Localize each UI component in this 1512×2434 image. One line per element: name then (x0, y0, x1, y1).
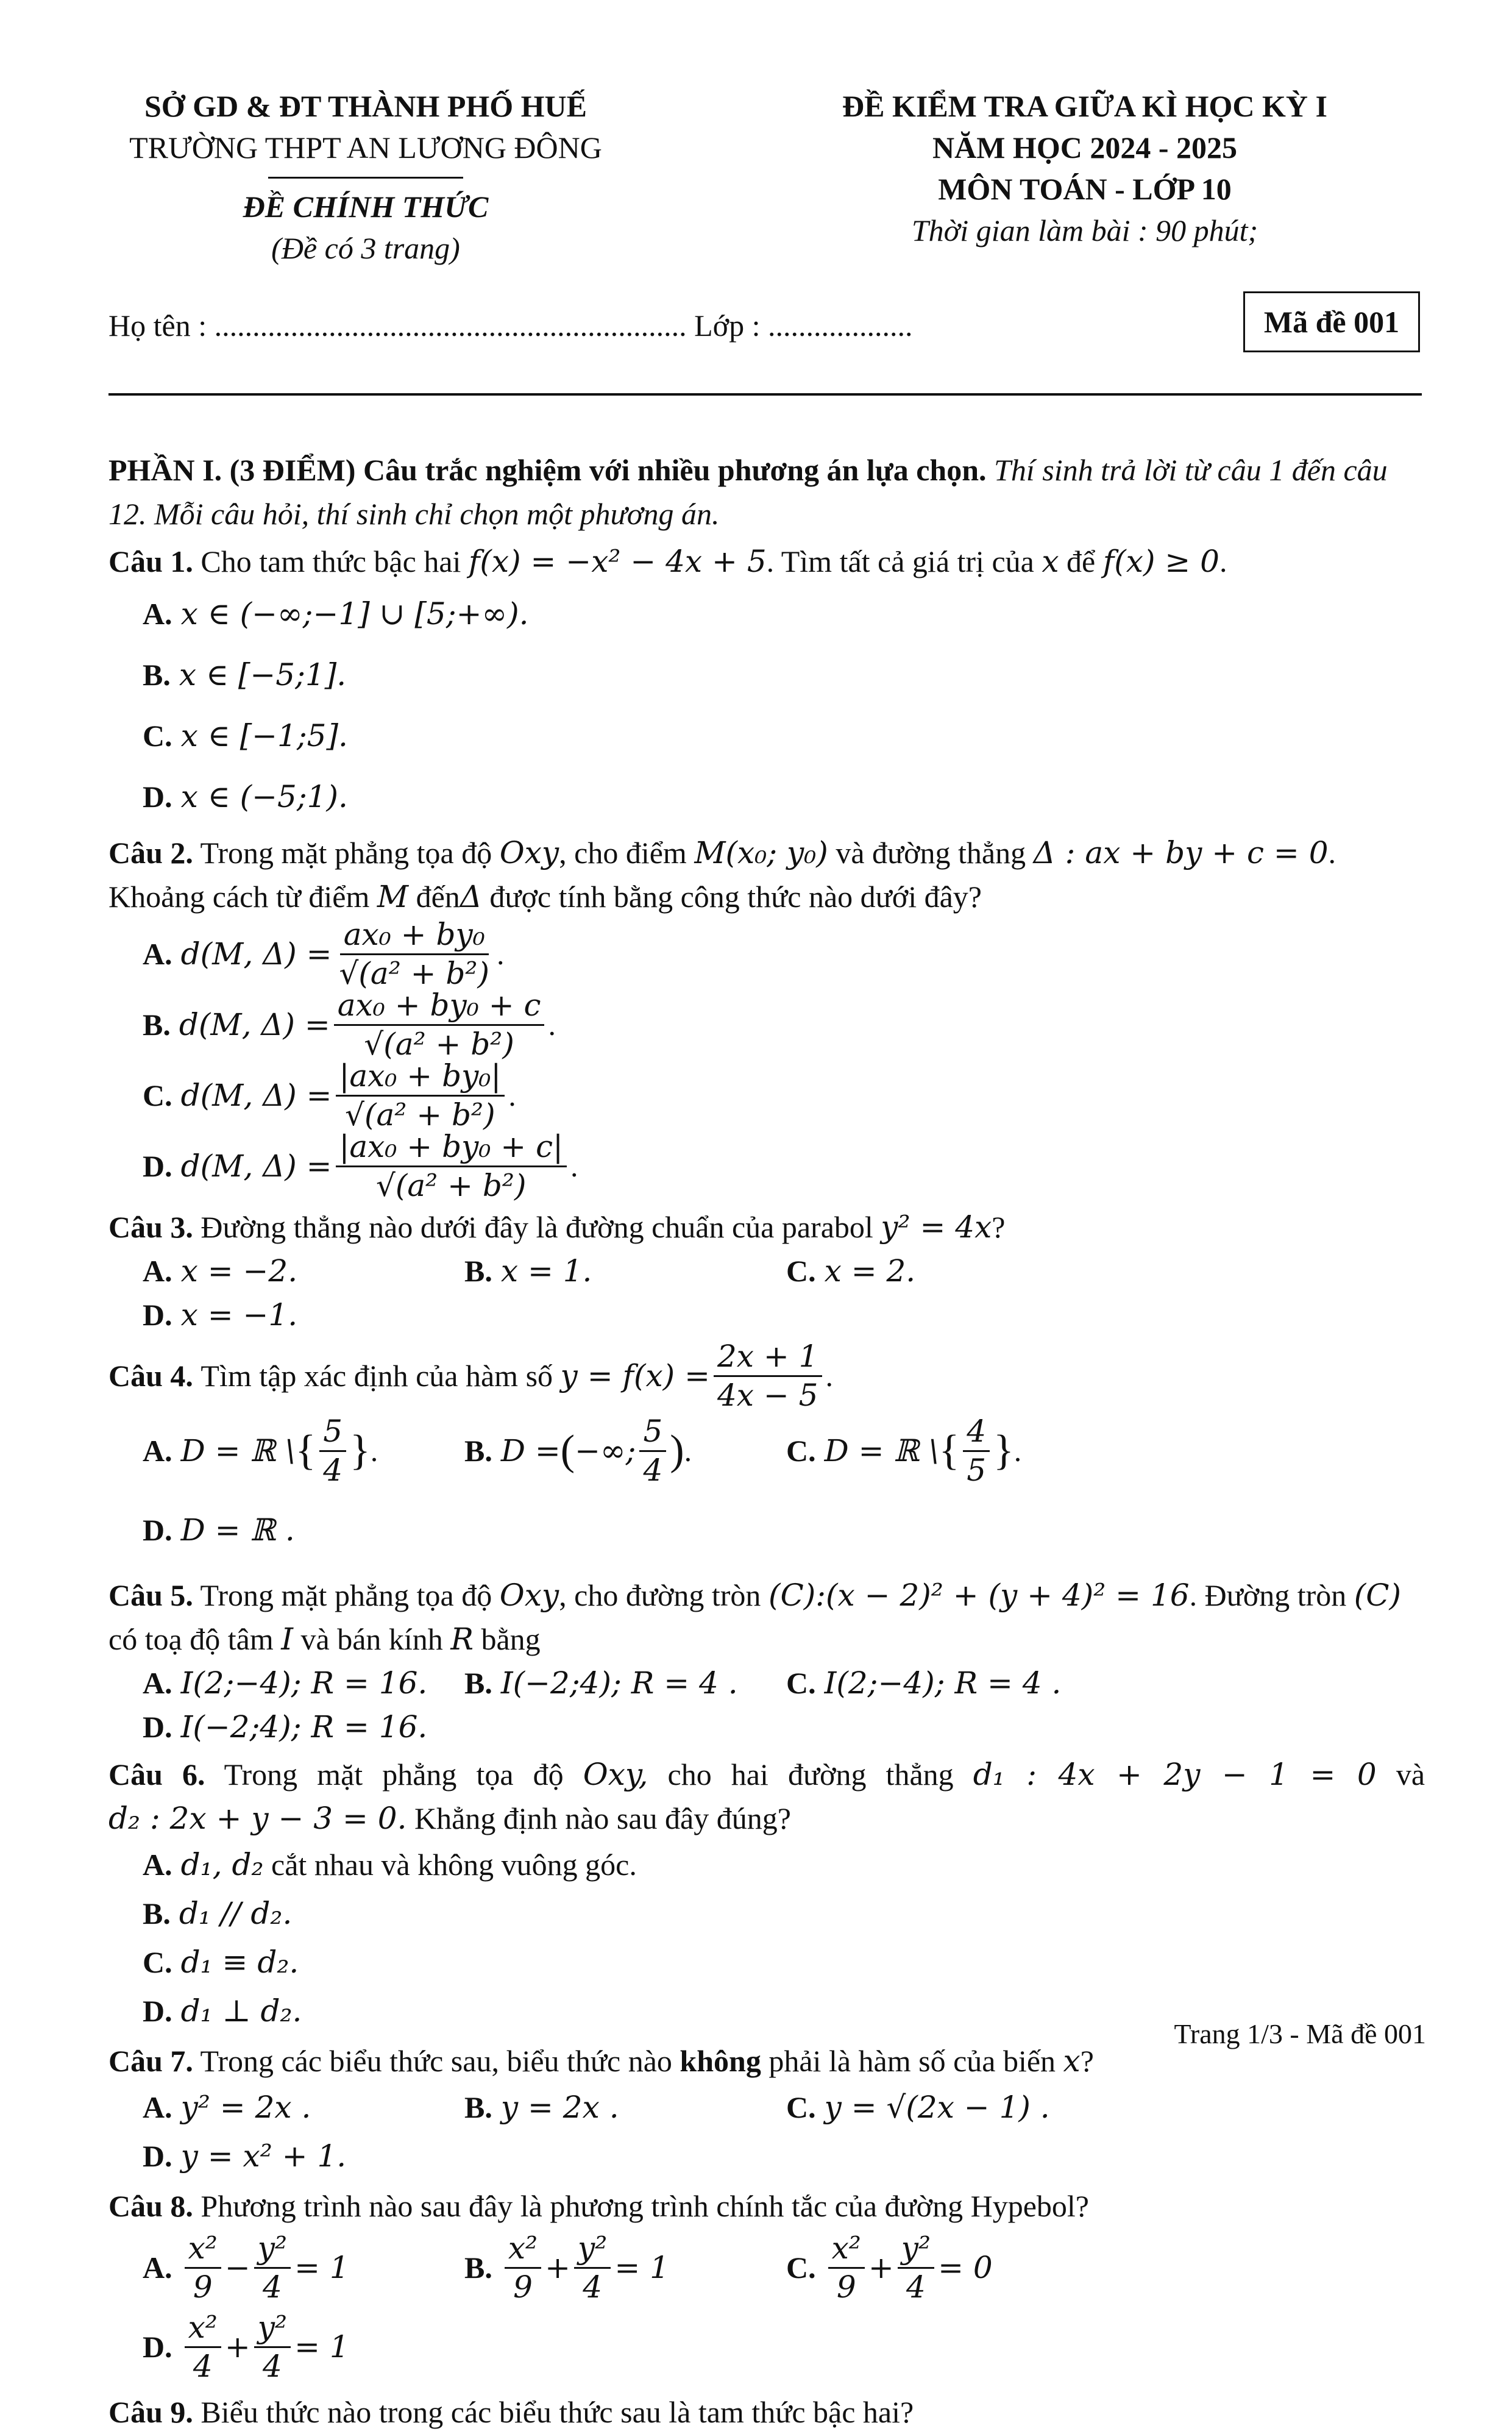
question-emphasis: không (680, 2044, 761, 2078)
option-text: I(−2;4); R = 16. (180, 1709, 428, 1745)
option-label: D. (143, 1149, 172, 1183)
option-label: C. (786, 1666, 816, 1700)
option-a[interactable]: A. d(M, Δ) = $\frac{\text{ax₀ + by₀}}{\text{√(a² + b²)}}$ . (143, 917, 505, 991)
option-text: d₁, d₂ (180, 1847, 264, 1882)
option-text: y = √(2x − 1) . (824, 2090, 1050, 2125)
option-d[interactable]: D. d(M, Δ) = $\frac{\text{|ax₀ + by₀ + c|}}{\text{√(a² + b²)}}$ . (143, 1129, 578, 1203)
question-6 (108, 1753, 1425, 2035)
denominator: 4 (323, 1452, 343, 1488)
fraction (185, 2311, 221, 2382)
option-text: D = ℝ \ (824, 1433, 939, 1468)
header-divider (268, 177, 463, 179)
question-text: ? (1080, 2044, 1094, 2078)
math-expression: y = f(x) = (560, 1358, 710, 1393)
option-text: d(M, Δ) = (179, 1007, 330, 1042)
option-text: cắt nhau và không vuông góc. (271, 1848, 637, 1882)
math-variable: R (450, 1621, 474, 1657)
option-c[interactable] (143, 705, 786, 766)
option-label: B. (143, 658, 171, 692)
question-text: và (1396, 1757, 1425, 1792)
option-a[interactable] (143, 2228, 464, 2307)
math-expression: M(x₀; y₀) (694, 835, 828, 870)
question-text: được tính bằng công thức nào dưới đây? (489, 880, 982, 914)
numerator: 5 (639, 1415, 666, 1452)
question-8-stem (108, 2184, 1425, 2228)
question-2-stem (108, 831, 1425, 919)
option-b[interactable] (464, 1249, 786, 1293)
time-limit: Thời gian làm bài : 90 phút; (911, 213, 1258, 247)
option-c[interactable]: C. D = ℝ \ { $\frac{4}{5}$ } . (786, 1414, 1022, 1488)
option-label: C. (786, 2251, 816, 2285)
option-text: = 1 (294, 2250, 349, 2285)
option-text: D = ℝ \ (180, 1433, 296, 1468)
question-text: Biểu thức nào trong các biểu thức sau là tam thức bậc hai? (201, 2395, 914, 2429)
option-text: d₁ // d₂. (179, 1896, 293, 1931)
header-rule (108, 393, 1422, 396)
option-text: = 1 (614, 2250, 669, 2285)
numerator: y² (254, 2311, 291, 2348)
operator: + (545, 2250, 571, 2285)
math-expression: f(x) = −x² − 4x + 5 (468, 544, 767, 579)
question-label: Câu 5. (108, 1578, 193, 1612)
option-label: B. (143, 1896, 171, 1930)
denominator: 4 (193, 2348, 213, 2384)
option-text: d(M, Δ) = (180, 1148, 332, 1184)
part-1-heading (108, 448, 1425, 536)
option-label: B. (464, 2251, 492, 2285)
exam-code-box: Mã đề 001 (1243, 291, 1420, 352)
question-1-options (108, 583, 1425, 827)
option-label: A. (143, 1254, 172, 1288)
option-label: B. (464, 1254, 492, 1288)
option-label: A. (143, 1848, 172, 1882)
option-a[interactable] (143, 1249, 464, 1293)
option-b[interactable] (464, 2083, 786, 2132)
option-label: B. (143, 1008, 171, 1042)
fraction (254, 2311, 291, 2382)
option-label: C. (143, 1945, 172, 1979)
question-text: và đường thẳng (836, 836, 1026, 870)
option-b[interactable] (464, 2228, 786, 2307)
question-text: cho hai đường thẳng (667, 1757, 954, 1792)
operator: + (224, 2329, 250, 2365)
option-b[interactable] (143, 644, 786, 705)
fraction (574, 2232, 611, 2303)
fraction (185, 2232, 221, 2303)
part-1-title: PHẦN I. (3 ĐIỂM) Câu trắc nghiệm với nhiều phương án lựa chọn. (108, 453, 987, 487)
exam-title: ĐỀ KIỂM TRA GIỮA KÌ HỌC KỲ I (842, 89, 1327, 123)
option-a[interactable] (143, 583, 786, 644)
option-b[interactable]: B. d(M, Δ) = $\frac{\text{ax₀ + by₀ + c}}{\text{√(a² + b²)}}$ . (143, 987, 556, 1062)
numerator: |ax₀ + by₀ + c| (336, 1131, 567, 1167)
fraction (898, 2232, 934, 2303)
question-text: đến (416, 880, 460, 914)
numerator: 4 (963, 1415, 990, 1452)
question-label: Câu 1. (108, 544, 193, 578)
department-name: SỞ GD & ĐT THÀNH PHỐ HUẾ (144, 89, 587, 123)
question-8 (108, 2184, 1425, 2386)
fraction (336, 919, 493, 989)
name-field: Họ tên : .............................................................. (108, 308, 687, 343)
official-label: ĐỀ CHÍNH THỨC (243, 190, 489, 224)
question-text: . Tìm tất cả giá trị của (766, 544, 1034, 578)
math-expression: Oxy, (583, 1757, 648, 1792)
option-text: x = 1. (500, 1253, 592, 1289)
question-4 (108, 1340, 1425, 1570)
question-1 (108, 539, 1425, 827)
question-text: Trong mặt phẳng tọa độ (200, 1578, 492, 1612)
option-label: B. (464, 1434, 492, 1468)
option-label: B. (464, 2090, 492, 2124)
option-d[interactable] (143, 1293, 464, 1337)
class-field: Lớp : ................... (694, 308, 913, 343)
option-label: D. (143, 1298, 172, 1332)
option-label: A. (143, 2251, 172, 2285)
question-label: Câu 8. (108, 2189, 193, 2223)
denominator: 9 (836, 2269, 856, 2305)
question-label: Câu 9. (108, 2395, 193, 2429)
exam-body (108, 448, 1425, 2434)
option-d[interactable] (143, 1705, 464, 1749)
operator: + (868, 2250, 894, 2285)
question-8-options (108, 2228, 1425, 2386)
option-a[interactable] (143, 2083, 464, 2132)
fraction (639, 1415, 666, 1486)
option-label: D. (143, 2330, 172, 2364)
school-name: TRƯỜNG THPT AN LƯƠNG ĐÔNG (129, 130, 602, 165)
math-expression: Oxy (499, 835, 559, 870)
option-text: x ∈ (−5;1). (180, 779, 348, 814)
question-4-stem (108, 1340, 1425, 1411)
option-b[interactable]: B. D = ( −∞; $\frac{5}{4}$ ) . (464, 1414, 692, 1488)
question-label: Câu 3. (108, 1210, 193, 1244)
math-expression: d₂ : 2x + y − 3 = 0. (108, 1801, 407, 1836)
question-label: Câu 7. (108, 2044, 193, 2078)
fraction (714, 1340, 822, 1411)
option-b[interactable] (464, 1661, 786, 1705)
math-variable: Δ (460, 879, 482, 914)
header-right (780, 85, 1390, 251)
option-c[interactable] (786, 1249, 1108, 1293)
denominator: √(a² + b²) (345, 1097, 495, 1133)
question-5 (108, 1573, 1425, 1749)
question-5-options (108, 1661, 1425, 1749)
math-variable: M (377, 879, 409, 914)
math-expression: y² = 4x (881, 1209, 992, 1245)
question-label: Câu 6. (108, 1757, 205, 1792)
option-text: d₁ ≡ d₂. (180, 1945, 299, 1980)
numerator: x² (505, 2232, 541, 2269)
option-text: I(2;−4); R = 16. (180, 1665, 428, 1701)
option-label: D. (143, 780, 172, 814)
denominator: √(a² + b²) (364, 1026, 514, 1062)
option-c[interactable] (786, 1661, 1108, 1705)
denominator: 4x − 5 (717, 1377, 818, 1413)
question-text: Khẳng định nào sau đây đúng? (414, 1801, 791, 1835)
option-label: D. (143, 1710, 172, 1744)
option-c[interactable] (786, 2228, 1108, 2307)
option-d[interactable] (143, 1490, 464, 1570)
option-label: B. (464, 1666, 492, 1700)
denominator: √(a² + b²) (339, 955, 489, 991)
fraction (336, 1060, 505, 1131)
option-label: D. (143, 2139, 172, 2173)
fraction (963, 1415, 990, 1486)
page-count-note: (Đề có 3 trang) (271, 231, 460, 265)
question-1-stem (108, 539, 1425, 583)
question-5-stem (108, 1573, 1425, 1661)
question-text: phải là hàm số của biến (768, 2044, 1056, 2078)
option-label: A. (143, 1666, 172, 1700)
denominator: 4 (583, 2269, 603, 2305)
denominator: 4 (906, 2269, 926, 2305)
operator: − (224, 2250, 250, 2285)
option-label: A. (143, 937, 172, 971)
option-text: x ∈ [−1;5]. (180, 718, 348, 753)
numerator: x² (185, 2311, 221, 2348)
denominator: 4 (263, 2269, 282, 2305)
option-d[interactable] (143, 766, 786, 827)
numerator: ax₀ + by₀ + c (334, 989, 545, 1026)
option-a[interactable] (143, 1661, 464, 1705)
fraction (505, 2232, 541, 2303)
option-text: x = 2. (824, 1253, 916, 1289)
option-text: I(2;−4); R = 4 . (824, 1665, 1062, 1701)
option-label: D. (143, 1513, 172, 1547)
option-text: d(M, Δ) = (180, 936, 332, 972)
numerator: y² (898, 2232, 934, 2269)
option-text: y = 2x . (500, 2090, 619, 2125)
question-text: Trong mặt phẳng tọa độ (224, 1757, 564, 1792)
option-b[interactable] (143, 1889, 786, 1938)
denominator: 9 (513, 2269, 533, 2305)
math-expression: f(x) ≥ 0 (1102, 544, 1219, 579)
question-text: Cho tam thức bậc hai (201, 544, 461, 578)
option-label: A. (143, 1434, 172, 1468)
question-4-options (108, 1411, 1425, 1570)
numerator: ax₀ + by₀ (340, 919, 489, 955)
numerator: 5 (319, 1415, 346, 1452)
denominator: 9 (193, 2269, 213, 2305)
question-label: Câu 2. (108, 836, 193, 870)
option-text: = 1 (294, 2329, 349, 2365)
option-text: = 0 (938, 2250, 993, 2285)
numerator: 2x + 1 (714, 1340, 822, 1377)
question-6-stem (108, 1753, 1425, 1840)
math-variable: x (1042, 544, 1059, 579)
fraction (254, 2232, 291, 2303)
question-7-options (108, 2083, 1425, 2180)
student-info-row (108, 308, 912, 343)
option-text: D = (500, 1433, 561, 1468)
question-6-options (108, 1840, 1425, 2035)
fraction (319, 1415, 346, 1486)
option-a[interactable]: A. D = ℝ \ { $\frac{5}{4}$ } . (143, 1414, 378, 1488)
option-label: C. (786, 2090, 816, 2124)
page-footer: Trang 1/3 - Mã đề 001 (1174, 2018, 1426, 2049)
option-text: x = −1. (180, 1297, 298, 1333)
question-text: . (825, 1359, 833, 1393)
question-text: có toạ độ tâm (108, 1622, 274, 1656)
denominator: 5 (967, 1452, 987, 1488)
option-c[interactable]: C. d(M, Δ) = $\frac{\text{|ax₀ + by₀|}}{\text{√(a² + b²)}}$ . (143, 1058, 516, 1133)
option-text: x = −2. (180, 1253, 298, 1289)
question-text: bằng (481, 1622, 541, 1656)
denominator: 4 (643, 1452, 663, 1488)
question-3 (108, 1205, 1425, 1337)
question-text: để (1067, 544, 1096, 578)
fraction (336, 1131, 567, 1201)
option-label: A. (143, 2090, 172, 2124)
math-expression: Δ : ax + by + c = 0 (1033, 835, 1329, 870)
option-c[interactable] (786, 2083, 1108, 2132)
option-text: y² = 2x . (180, 2090, 311, 2125)
fraction (334, 989, 545, 1060)
option-c[interactable] (143, 1938, 786, 1987)
option-label: C. (786, 1434, 816, 1468)
question-text: và bán kính (300, 1622, 443, 1656)
question-text: , cho điểm (559, 836, 687, 870)
option-text: D = ℝ . (180, 1512, 295, 1548)
question-text: . (1219, 544, 1227, 578)
question-3-stem (108, 1205, 1425, 1249)
denominator: √(a² + b²) (375, 1167, 527, 1203)
denominator: 4 (263, 2348, 282, 2384)
question-text: Tìm tập xác định của hàm số (201, 1359, 553, 1393)
question-9 (108, 2390, 1425, 2434)
option-text: I(−2;4); R = 4 . (500, 1665, 738, 1701)
option-d[interactable] (143, 1987, 786, 2035)
question-text: , cho đường tròn (559, 1578, 761, 1612)
option-d[interactable] (143, 2132, 464, 2180)
numerator: x² (828, 2232, 865, 2269)
question-9-stem (108, 2390, 1425, 2434)
option-label: D. (143, 1994, 172, 2028)
option-label: C. (786, 1254, 816, 1288)
math-expression: d₁ : 4x + 2y − 1 = 0 (973, 1757, 1377, 1792)
option-a[interactable] (143, 1840, 786, 1889)
question-2-options (108, 919, 1425, 1201)
math-expression: (C):(x − 2)² + (y + 4)² = 16 (768, 1578, 1190, 1613)
question-text: ? (992, 1210, 1006, 1244)
header-left (91, 85, 640, 269)
subject-grade: MÔN TOÁN - LỚP 10 (938, 172, 1232, 206)
option-label: C. (143, 719, 172, 753)
option-text: −∞; (575, 1433, 636, 1468)
option-label: C. (143, 1078, 172, 1112)
numerator: |ax₀ + by₀| (336, 1060, 505, 1097)
question-text: Trong các biểu thức sau, biểu thức nào (200, 2044, 672, 2078)
numerator: y² (254, 2232, 291, 2269)
option-text: x ∈ (−∞;−1] ∪ [5;+∞). (180, 596, 529, 632)
question-label: Câu 4. (108, 1359, 193, 1393)
numerator: y² (574, 2232, 611, 2269)
math-expression: Oxy (499, 1578, 559, 1613)
question-3-options (108, 1249, 1425, 1337)
option-text: y = x² + 1. (180, 2138, 347, 2174)
question-text: Trong mặt phẳng tọa độ (200, 836, 492, 870)
option-label: A. (143, 597, 172, 631)
fraction (828, 2232, 865, 2303)
math-variable: I (281, 1621, 294, 1657)
option-text: d₁ ⊥ d₂. (180, 1993, 302, 2029)
question-2 (108, 831, 1425, 1201)
math-variable: x (1063, 2043, 1081, 2079)
part-1-instruction: Thí sinh trả lời từ câu 1 đến câu 12. Mỗi câu hỏi, thí sinh chỉ chọn một phương án. (108, 453, 1388, 531)
math-variable: (C) (1354, 1578, 1402, 1613)
question-text: Đường thẳng nào dưới đây là đường chuẩn của parabol (201, 1210, 873, 1244)
option-text: x ∈ [−5;1]. (179, 657, 347, 692)
question-7 (108, 2039, 1425, 2180)
option-text: d(M, Δ) = (180, 1078, 332, 1113)
option-d[interactable] (143, 2307, 464, 2386)
question-text: . Khoảng cách từ điểm (108, 836, 1336, 914)
question-text: Phương trình nào sau đây là phương trình chính tắc của đường Hypebol? (201, 2189, 1089, 2223)
question-text: . Đường tròn (1189, 1578, 1347, 1612)
school-year: NĂM HỌC 2024 - 2025 (932, 130, 1237, 165)
numerator: x² (185, 2232, 221, 2269)
